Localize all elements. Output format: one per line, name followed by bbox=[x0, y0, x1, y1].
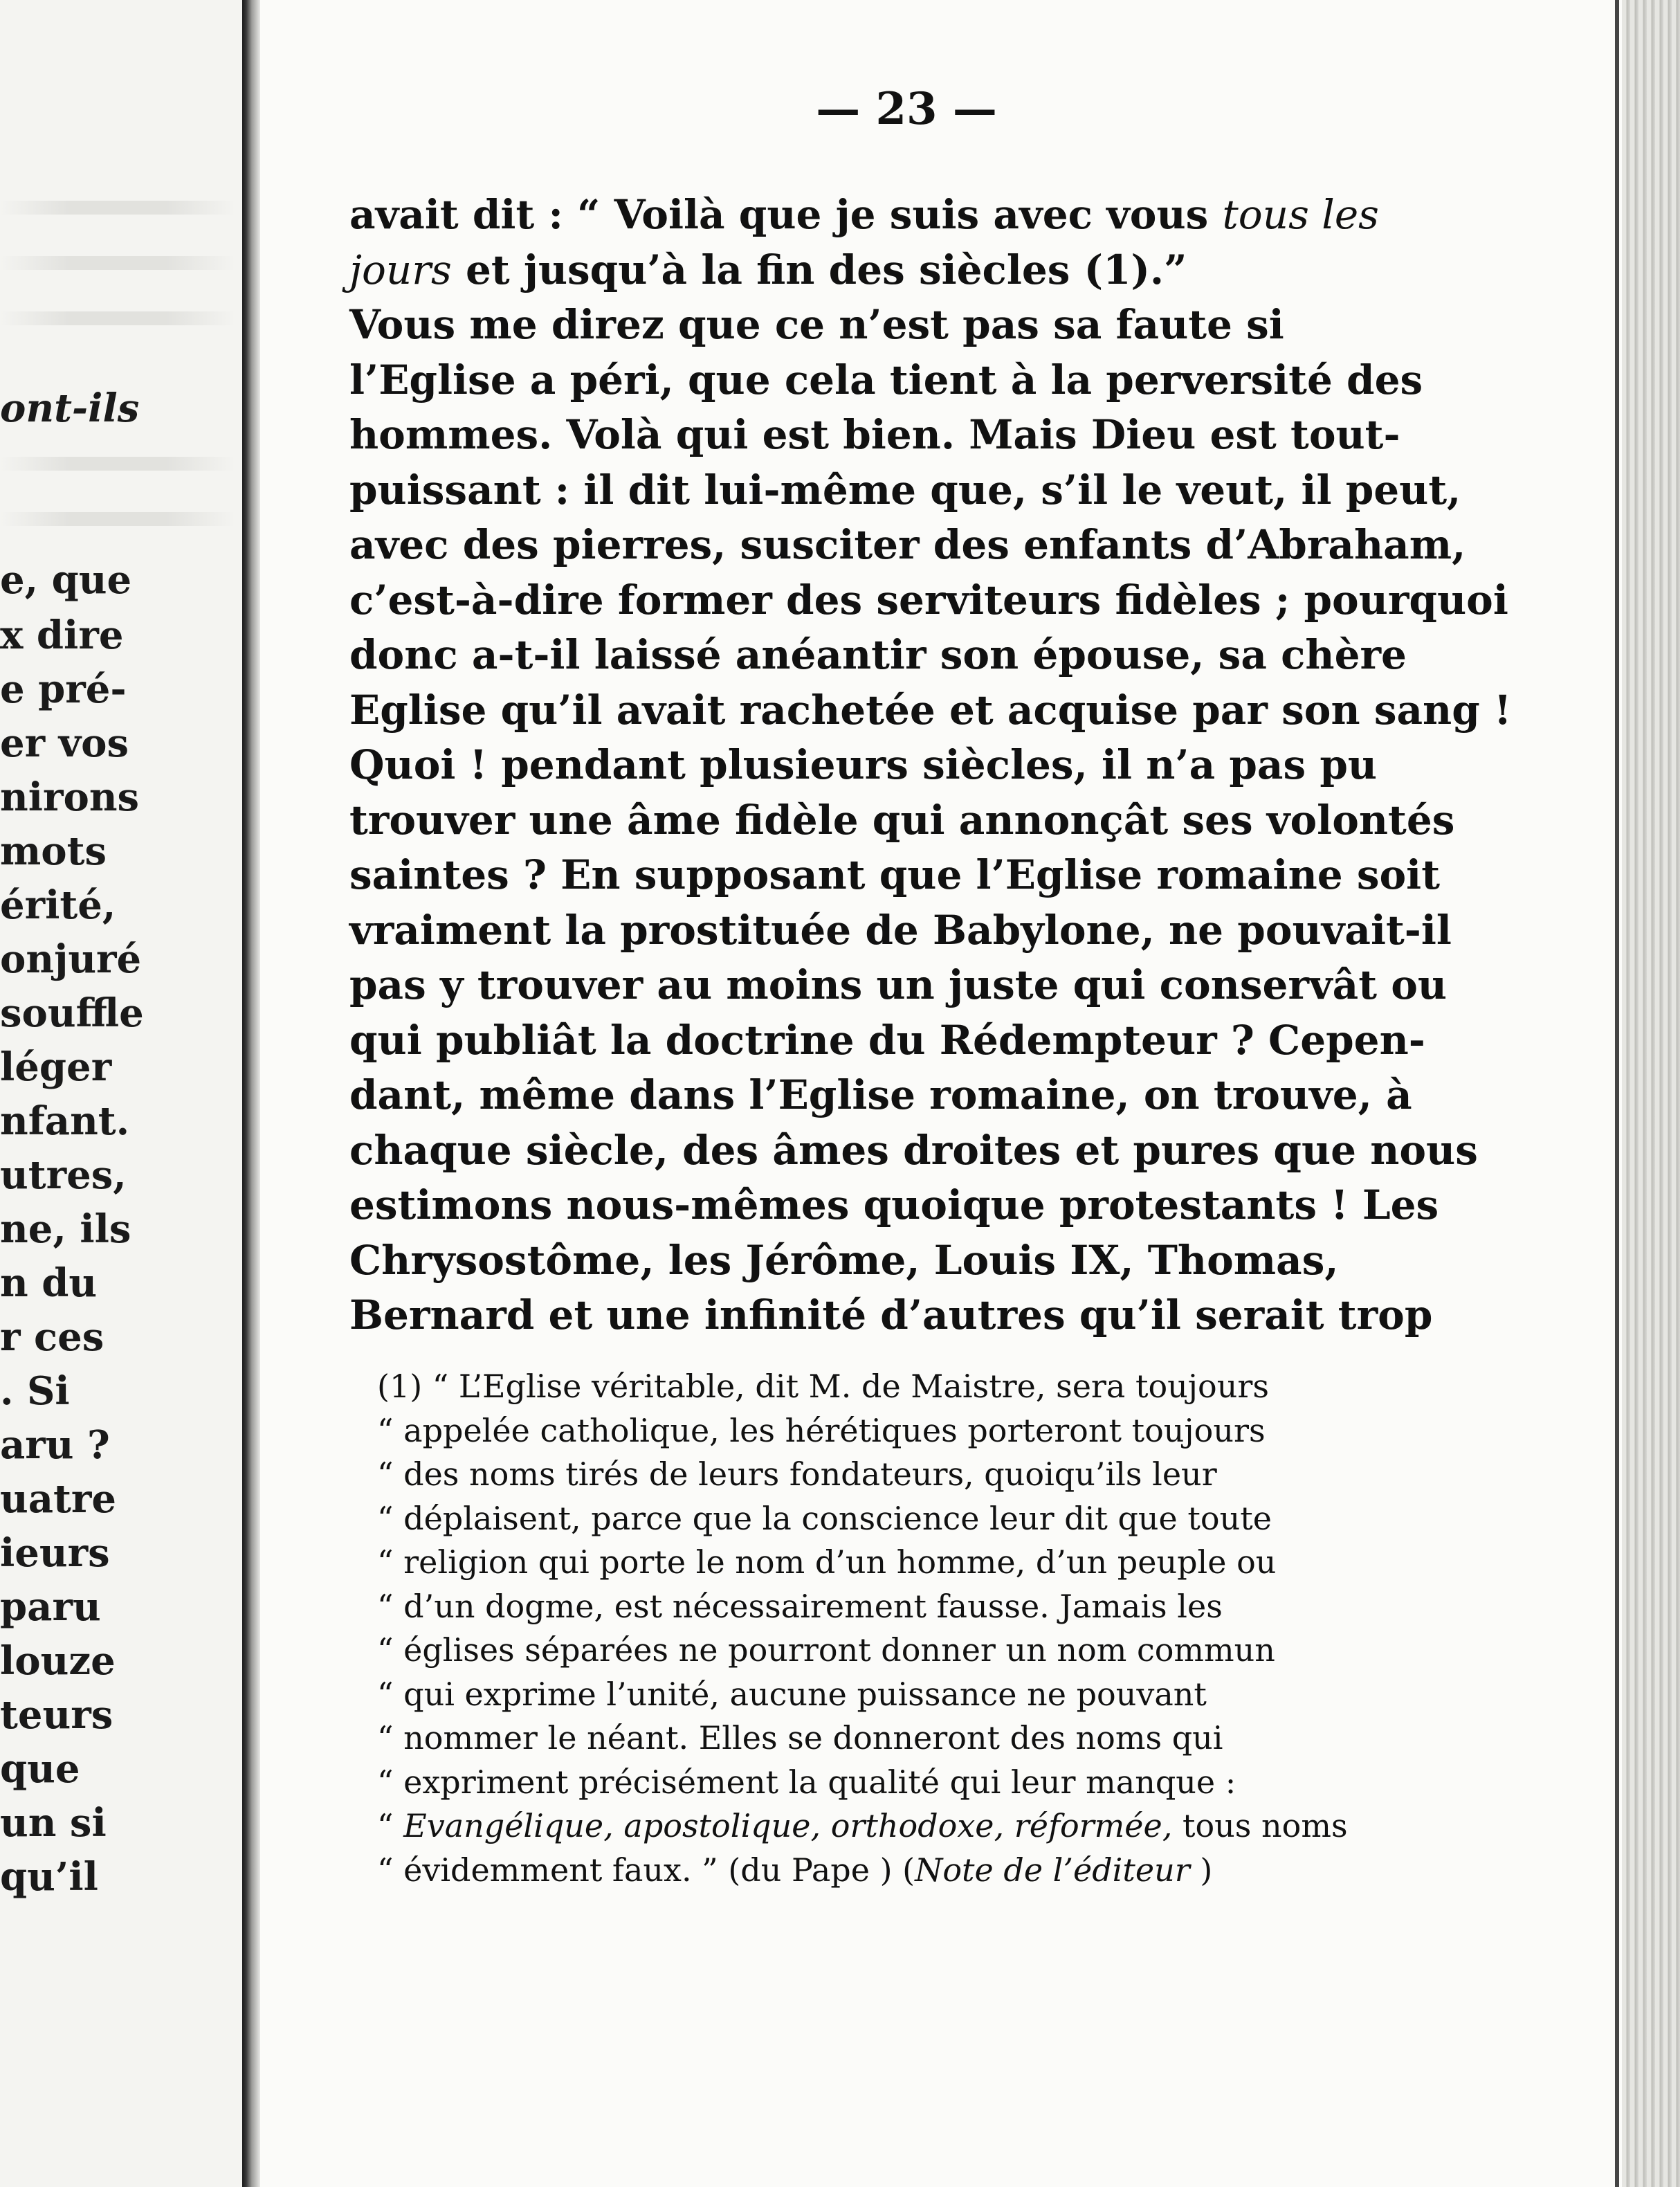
footnote-line bbox=[377, 1585, 1415, 1628]
footnote-line-segment: “ déplaisent, parce que la conscience leur dit que toute bbox=[377, 1499, 1272, 1537]
body-line-segment: avec des pierres, susciter des enfants d’Abraham, bbox=[349, 521, 1466, 568]
page-stack-edge bbox=[1622, 0, 1680, 2187]
body-line bbox=[349, 738, 1429, 791]
body-line bbox=[349, 1179, 1439, 1231]
footnote-line bbox=[377, 1409, 1415, 1452]
body-line-segment: dant, même dans l’Eglise romaine, on trouve, à bbox=[349, 1071, 1412, 1118]
body-line bbox=[349, 1289, 1433, 1341]
left-page-line: un si bbox=[0, 1800, 107, 1846]
footnote-line-segment: “ des noms tirés de leurs fondateurs, quoiqu’ils leur bbox=[377, 1455, 1217, 1493]
body-line-segment: donc a-t-il laissé anéantir son épouse, sa chère bbox=[349, 631, 1407, 678]
left-page-line: teurs bbox=[0, 1692, 113, 1738]
left-page-line: uatre bbox=[0, 1476, 116, 1522]
body-line-segment: saintes ? En supposant que l’Eglise romaine soit bbox=[349, 851, 1440, 898]
footnote-line-segment: (1) “ L’Eglise véritable, dit M. de Maistre, sera toujours bbox=[377, 1368, 1269, 1405]
footnote-line-segment: “ églises séparées ne pourront donner un nom commun bbox=[377, 1631, 1275, 1669]
left-page-line: n du bbox=[0, 1260, 98, 1306]
book-gutter bbox=[242, 0, 260, 2187]
left-page-line: ont-ils bbox=[0, 385, 140, 431]
left-page-line: e pré- bbox=[0, 666, 127, 712]
body-line bbox=[349, 464, 1461, 516]
body-line bbox=[349, 959, 1448, 1011]
body-line-segment: tous les bbox=[1222, 191, 1379, 238]
left-page-line: onjuré bbox=[0, 936, 142, 982]
left-page-line: souffle bbox=[0, 990, 144, 1036]
body-line bbox=[349, 904, 1452, 956]
page-number: — 23 — bbox=[816, 83, 997, 135]
left-page-line: louze bbox=[0, 1638, 116, 1684]
left-page-line: ne, ils bbox=[0, 1206, 131, 1252]
left-page-line: aru ? bbox=[0, 1422, 110, 1468]
body-line bbox=[349, 849, 1440, 901]
body-line-segment: pas y trouver au moins un juste qui conservât ou bbox=[349, 961, 1448, 1008]
footnote-line-segment: ) bbox=[1189, 1851, 1213, 1889]
bleed-through-mark bbox=[0, 201, 235, 215]
left-page-line: léger bbox=[0, 1044, 112, 1090]
body-line bbox=[349, 188, 1429, 241]
body-line-segment: chaque siècle, des âmes droites et pures que nous bbox=[349, 1126, 1478, 1174]
body-line-segment: Chrysostôme, les Jérôme, Louis IX, Thomas, bbox=[349, 1236, 1339, 1284]
footnote-line-segment: “ expriment précisément la qualité qui leur manque : bbox=[377, 1763, 1236, 1801]
left-page-line: e, que bbox=[0, 557, 132, 603]
footnote-line-segment: tous noms bbox=[1172, 1807, 1348, 1844]
left-page-line: que bbox=[0, 1746, 80, 1792]
body-line-segment: jours bbox=[349, 246, 452, 293]
footnote-line-segment: “ nommer le néant. Elles se donneront des noms qui bbox=[377, 1719, 1223, 1757]
body-line-segment: qui publiât la doctrine du Rédempteur ? Cepen- bbox=[349, 1016, 1425, 1064]
body-line-segment: avait dit : “ Voilà que je suis avec vous bbox=[349, 191, 1223, 238]
footnote-line-segment: “ qui exprime l’unité, aucune puissance ne pouvant bbox=[377, 1675, 1207, 1713]
footnote-line bbox=[377, 1541, 1415, 1583]
bleed-through-mark bbox=[0, 311, 235, 325]
body-line-segment: l’Eglise a péri, que cela tient à la perversité des bbox=[349, 356, 1423, 403]
footnote-line-segment: “ d’un dogme, est nécessairement fausse. Jamais les bbox=[377, 1587, 1223, 1625]
body-line bbox=[349, 298, 1429, 351]
footnote-line-segment: “ évidemment faux. ” (du Pape ) ( bbox=[377, 1851, 915, 1889]
footnote-line bbox=[377, 1804, 1415, 1847]
body-line bbox=[349, 354, 1429, 406]
footnote-line-segment: “ religion qui porte le nom d’un homme, d’un peuple ou bbox=[377, 1543, 1277, 1581]
left-page-line: ieurs bbox=[0, 1530, 110, 1576]
body-line-segment: Bernard et une infinité d’autres qu’il serait trop bbox=[349, 1291, 1433, 1338]
body-line-segment: c’est-à-dire former des serviteurs fidèles ; pourquoi bbox=[349, 576, 1508, 624]
body-line-segment: puissant : il dit lui-même que, s’il le veut, il peut, bbox=[349, 466, 1461, 514]
footnote-line bbox=[377, 1365, 1415, 1408]
body-line bbox=[349, 244, 1429, 296]
body-line bbox=[349, 518, 1466, 571]
left-page-line: . Si bbox=[0, 1368, 70, 1414]
left-page-line: érité, bbox=[0, 882, 116, 928]
body-line bbox=[349, 684, 1512, 736]
left-page-line: er vos bbox=[0, 720, 129, 766]
body-line-segment: Vous me direz que ce n’est pas sa faute si bbox=[349, 301, 1284, 348]
body-line bbox=[349, 794, 1455, 846]
footnote-line-segment: Evangélique, apostolique, orthodoxe, réformée, bbox=[403, 1807, 1173, 1844]
body-line bbox=[349, 574, 1508, 626]
footnote-line bbox=[377, 1497, 1415, 1540]
bleed-through-mark bbox=[0, 512, 235, 526]
left-page-line: qu’il bbox=[0, 1854, 98, 1900]
body-line-segment: Eglise qu’il avait rachetée et acquise par son sang ! bbox=[349, 686, 1512, 734]
left-page-line: nirons bbox=[0, 774, 140, 820]
footnote-line bbox=[377, 1673, 1415, 1716]
body-line bbox=[349, 1234, 1429, 1287]
left-page-line: r ces bbox=[0, 1314, 104, 1360]
bleed-through-mark bbox=[0, 256, 235, 270]
footnote-line-segment: “ bbox=[377, 1807, 404, 1844]
body-line bbox=[349, 628, 1429, 681]
body-line bbox=[349, 1014, 1429, 1067]
footnote-line bbox=[377, 1849, 1415, 1891]
left-page-line: nfant. bbox=[0, 1098, 130, 1144]
left-page-line: paru bbox=[0, 1584, 101, 1630]
footnote-line bbox=[377, 1716, 1415, 1759]
body-line-segment: hommes. Volà qui est bien. Mais Dieu est tout- bbox=[349, 411, 1400, 458]
body-line bbox=[349, 1069, 1429, 1121]
footnote-line bbox=[377, 1628, 1415, 1671]
body-line bbox=[349, 1124, 1478, 1177]
footnote-line-segment: Note de l’éditeur bbox=[915, 1851, 1190, 1889]
left-page-line: utres, bbox=[0, 1152, 127, 1198]
footnote-line-segment: “ appelée catholique, les hérétiques porteront toujours bbox=[377, 1411, 1266, 1449]
body-line-segment: vraiment la prostituée de Babylone, ne pouvait-il bbox=[349, 906, 1452, 954]
body-line-segment: Quoi ! pendant plusieurs siècles, il n’a pas pu bbox=[349, 741, 1378, 788]
page-edge-line bbox=[1615, 0, 1619, 2187]
footnote-line bbox=[377, 1453, 1415, 1496]
footnote-line bbox=[377, 1761, 1415, 1804]
bleed-through-mark bbox=[0, 457, 235, 471]
body-line-segment: et jusqu’à la fin des siècles (1).” bbox=[451, 246, 1187, 293]
left-page-line: mots bbox=[0, 828, 107, 874]
body-line-segment: estimons nous-mêmes quoique protestants ! Les bbox=[349, 1181, 1439, 1228]
body-line bbox=[349, 408, 1429, 461]
left-page-line: x dire bbox=[0, 612, 124, 658]
body-line-segment: trouver une âme fidèle qui annonçât ses volontés bbox=[349, 796, 1455, 844]
